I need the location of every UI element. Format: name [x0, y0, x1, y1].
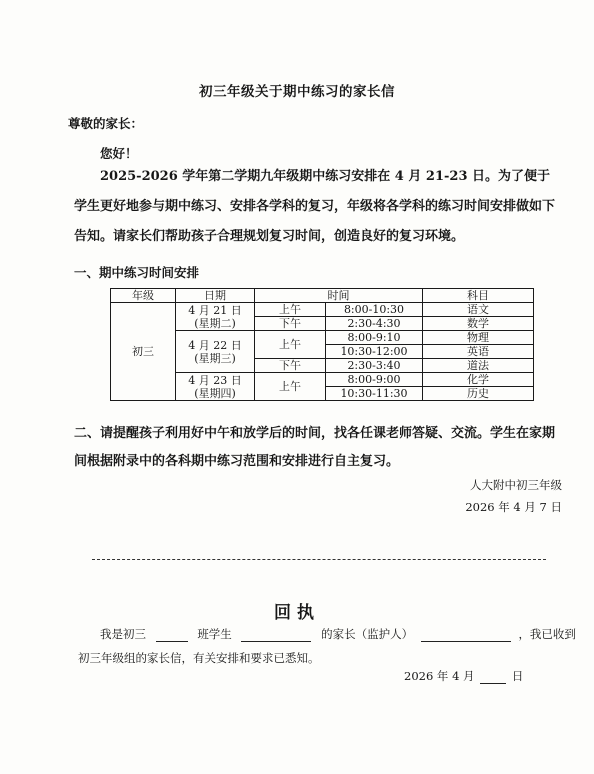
schedule-table	[110, 288, 534, 401]
section1-heading: 一、期中练习时间安排	[74, 265, 200, 280]
subject-cell: 物理	[423, 331, 534, 345]
subject-cell: 语文	[423, 303, 534, 317]
receipt-date	[404, 668, 523, 684]
class-blank[interactable]	[156, 629, 188, 642]
time-cell: 2:30-3:40	[326, 359, 423, 373]
subject-cell: 英语	[423, 345, 534, 359]
receipt-date-prefix: 2026 年 4 月	[404, 669, 475, 683]
date-cell-day1	[176, 303, 255, 331]
signature-block	[465, 474, 562, 518]
weekday-text: (星期二)	[194, 316, 236, 330]
table-header-row	[111, 289, 534, 303]
receipt-text-2: 班学生	[197, 627, 232, 641]
hello-text: 您好！	[100, 146, 138, 161]
header-date: 日期	[176, 289, 255, 303]
date-cell-day2	[176, 331, 255, 373]
header-time: 时间	[255, 289, 423, 303]
header-grade: 年级	[111, 289, 176, 303]
subject-cell: 化学	[423, 373, 534, 387]
day-blank[interactable]	[480, 671, 506, 684]
section2-paragraph: 二、请提醒孩子利用好中午和放学后的时间，找各任课老师答疑、交流。学生在家期间根据附录中的各科期中练习范围和安排进行自主复习。	[74, 426, 556, 469]
date-text: 4 月 21 日	[188, 303, 242, 317]
student-name-blank[interactable]	[241, 629, 311, 642]
subject-cell: 历史	[423, 387, 534, 401]
date-text: 4 月 22 日	[188, 338, 242, 352]
pm-cell: 下午	[255, 317, 326, 331]
receipt-text-4: ，我已收到	[518, 627, 576, 641]
signature-org: 人大附中初三年级	[470, 478, 562, 492]
weekday-text: (星期四)	[194, 386, 236, 400]
receipt-line-2: 初三年级组的家长信，有关安排和要求已悉知。	[78, 651, 320, 665]
am-cell: 上午	[255, 303, 326, 317]
time-cell: 8:00-10:30	[326, 303, 423, 317]
time-cell: 10:30-12:00	[326, 345, 423, 359]
header-subject: 科目	[423, 289, 534, 303]
receipt-title: 回执	[274, 603, 320, 623]
greeting: 尊敬的家长：	[68, 116, 144, 131]
subject-cell: 数学	[423, 317, 534, 331]
pm-cell: 下午	[255, 359, 326, 373]
am-cell: 上午	[255, 373, 326, 401]
cut-line-divider	[92, 559, 546, 560]
time-cell: 10:30-11:30	[326, 387, 423, 401]
am-cell: 上午	[255, 331, 326, 359]
time-cell: 8:00-9:10	[326, 331, 423, 345]
receipt-text-1: 我是初三	[100, 627, 146, 641]
table-row	[111, 303, 534, 317]
page-title: 初三年级关于期中练习的家长信	[199, 84, 395, 100]
receipt-line-1	[100, 626, 576, 642]
subject-cell: 道法	[423, 359, 534, 373]
grade-cell: 初三	[111, 303, 176, 401]
date-cell-day3	[176, 373, 255, 401]
receipt-date-suffix: 日	[511, 669, 524, 683]
time-cell: 8:00-9:00	[326, 373, 423, 387]
signature-date: 2026 年 4 月 7 日	[465, 500, 562, 514]
intro-paragraph: 2025-2026 学年第二学期九年级期中练习安排在 4 月 21-23 日。为了便于学生更好地参与期中练习、安排各学科的复习，年级将各学科的练习时间安排做如下告知。请家长们帮助孩子合理规划复习时间，创造良好的复习环境。	[74, 169, 556, 244]
time-cell: 2:30-4:30	[326, 317, 423, 331]
date-text: 4 月 23 日	[188, 373, 242, 387]
weekday-text: (星期三)	[194, 351, 236, 365]
parent-name-blank[interactable]	[421, 629, 511, 642]
receipt-text-3: 的家长（监护人）	[321, 627, 414, 641]
